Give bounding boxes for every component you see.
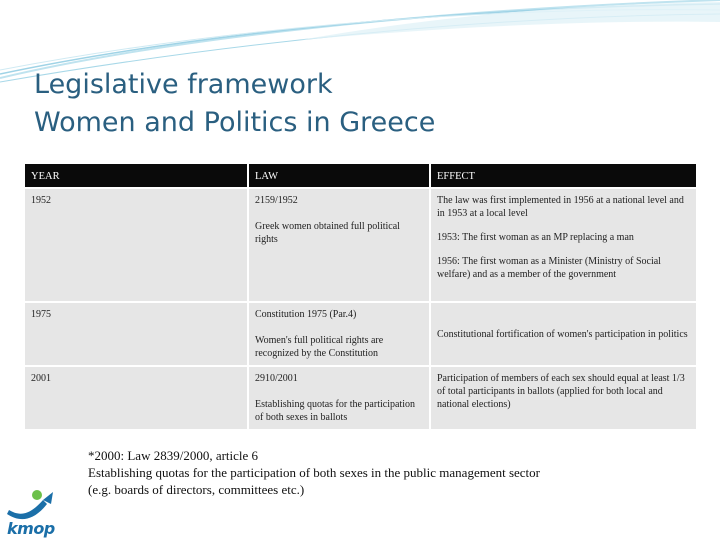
- title-line-2: Women and Politics in Greece: [34, 107, 436, 138]
- law-detail: Establishing quotas for the participation of both sexes in ballots: [255, 399, 415, 423]
- law-number: 2159/1952: [255, 195, 298, 206]
- footnote-line: *2000: Law 2839/2000, article 6: [88, 448, 259, 463]
- law-cell: [249, 189, 429, 301]
- year-cell: 2001: [25, 367, 247, 429]
- year-cell: 1952: [25, 189, 247, 301]
- title-line-1: Legislative framework: [34, 69, 333, 100]
- table-row: [25, 367, 696, 429]
- header-effect: EFFECT: [431, 164, 696, 187]
- header-law: LAW: [249, 164, 429, 187]
- kmop-logo-text: kmop: [7, 519, 55, 538]
- footnote-line: (e.g. boards of directors, committees etc.): [88, 482, 305, 497]
- law-detail: Women's full political rights are recognized by the Constitution: [255, 335, 384, 359]
- law-cell: [249, 367, 429, 429]
- effect-cell: [431, 189, 696, 301]
- effect-text: 1953: The first woman as an MP replacing a man: [437, 232, 634, 243]
- legislation-table: [23, 162, 698, 431]
- effect-text: The law was first implemented in 1956 at a national level and in 1953 at a local level: [437, 195, 684, 219]
- effect-cell: Constitutional fortification of women's participation in politics: [431, 303, 696, 365]
- table-row: [25, 303, 696, 365]
- effect-text: 1956: The first woman as a Minister (Ministry of Social welfare) and as a member of the government: [437, 256, 661, 280]
- law-number: 2910/2001: [255, 373, 298, 384]
- table-row: [25, 189, 696, 301]
- effect-cell: Participation of members of each sex should equal at least 1/3 of total participants in ballots (applied for both local and national elections): [431, 367, 696, 429]
- page-title: [34, 66, 435, 142]
- law-cell: [249, 303, 429, 365]
- footnote-line: Establishing quotas for the participation of both sexes in the public management sector: [88, 465, 540, 480]
- law-number: Constitution 1975 (Par.4): [255, 309, 357, 320]
- header-year: YEAR: [25, 164, 247, 187]
- law-detail: Greek women obtained full political rights: [255, 221, 400, 245]
- year-cell: 1975: [25, 303, 247, 365]
- footnote: [88, 447, 540, 498]
- table-header-row: [25, 164, 696, 187]
